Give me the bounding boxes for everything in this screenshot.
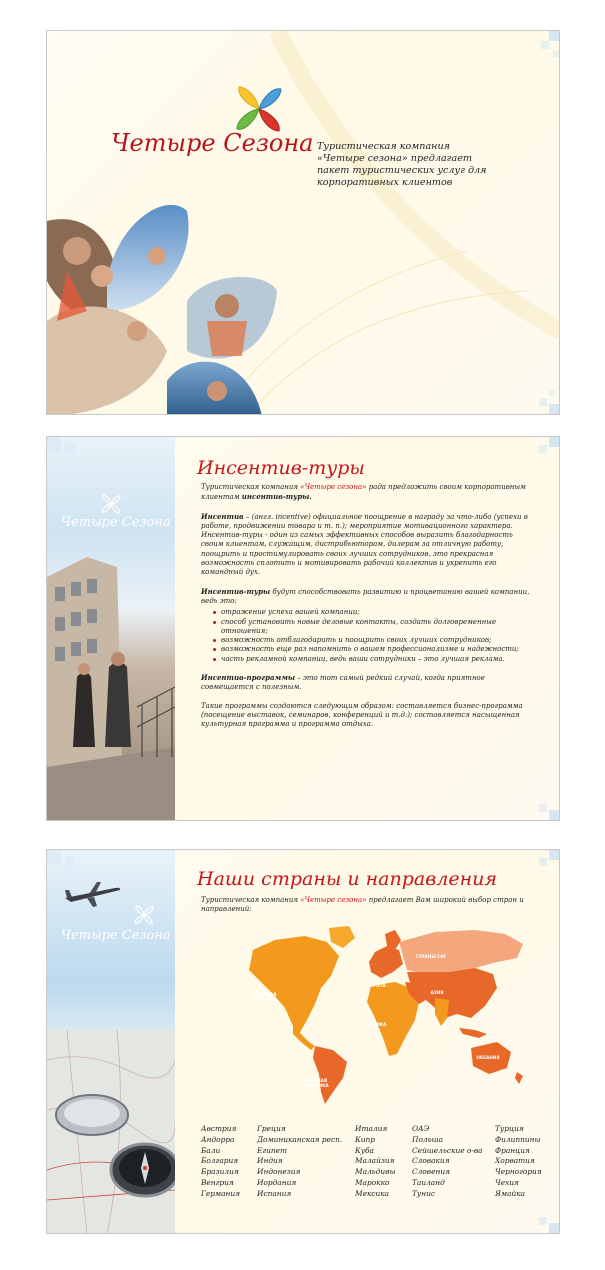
map-india: [435, 998, 449, 1026]
list-item: Австрия: [201, 1124, 237, 1133]
sidebar-logo-text: Четыре Сезона: [61, 515, 171, 530]
country-column: [412, 1124, 483, 1200]
country-column: [257, 1124, 342, 1200]
list-item: Италия: [355, 1124, 388, 1133]
intro-paragraph: Туристическая компания «Четыре сезона» рада предложить своим корпоративным клиентам инсентив-туры.: [201, 483, 526, 502]
map-cis: [399, 930, 523, 974]
map-and-compass-photo: [47, 1030, 175, 1234]
map-label-cis: СТРАНЫ СНГ: [415, 954, 447, 959]
closing-paragraph: Такие программы создаются следующим образом: составляется бизнес-программа (посещение выставок, семинаров, конференций и т.д.); составляется насыщенная культурная программа и программа отдыха.: [201, 701, 523, 729]
sidebar-photo: [47, 437, 175, 820]
office-building-photo: [47, 557, 175, 821]
slide-incentive-tours: [46, 436, 560, 821]
list-item: Франция: [495, 1145, 530, 1155]
list-item: Германия: [201, 1188, 241, 1198]
cover-line: корпоративных клиентов: [317, 177, 453, 188]
list-item: Мексика: [355, 1188, 390, 1198]
sidebar-logo-text: Четыре Сезона: [61, 928, 171, 943]
benefits-list: [201, 608, 537, 664]
list-item: Болгария: [201, 1156, 239, 1166]
map-label-asia: АЗИЯ: [430, 990, 444, 995]
list-item: Доминиканская респ.: [257, 1134, 343, 1144]
list-item: часть рекламной компании, ведь ваши сотрудники – это лучшая реклама.: [221, 655, 537, 664]
slide-body: [201, 483, 537, 730]
list-item: Таиланд: [412, 1177, 445, 1187]
list-item: способ установить новые деловые контакты, создать долговременные отношения;: [221, 618, 537, 637]
list-item: Андорра: [201, 1134, 235, 1144]
map-indonesia: [459, 1028, 487, 1038]
list-item: Турция: [495, 1124, 524, 1133]
map-central-america: [293, 1026, 315, 1050]
company-logo-text: Четыре Сезона: [111, 129, 314, 157]
list-item: ОАЭ: [412, 1124, 430, 1133]
country-column: [355, 1124, 395, 1200]
map-north-america: [249, 936, 339, 1034]
benefits-paragraph: Инсентив-туры будут способствовать развитию и процветанию вашей компании, ведь это:: [201, 586, 530, 605]
list-item: Сейшельские о-ва: [412, 1145, 483, 1155]
list-item: Словакия: [412, 1156, 450, 1166]
slide-title: Инсентив-туры: [197, 457, 365, 479]
map-label-south-america: ЮЖНАЯ АМЕРИКА: [305, 1078, 329, 1088]
programs-paragraph: Инсентив-программы – это тот самый редкий случай, когда приятное совмещается с полезным.: [201, 673, 485, 692]
list-item: Греция: [257, 1124, 286, 1133]
cover-description: [317, 141, 517, 189]
list-item: Испания: [257, 1188, 292, 1198]
list-item: возможность еще раз напомнить о вашем профессионализме и надежности;: [221, 645, 537, 654]
list-item: возможность отблагодарить и поощрить своих лучших сотрудников;: [221, 636, 537, 645]
list-item: Чехия: [495, 1177, 519, 1187]
list-item: Тунис: [412, 1188, 435, 1198]
intro-paragraph: Туристическая компания «Четыре сезона» предлагает Вам широкий выбор стран и направлений:: [201, 896, 524, 914]
map-greenland: [329, 926, 355, 948]
list-item: Индонезия: [257, 1167, 301, 1177]
list-item: Венгрия: [201, 1177, 234, 1187]
country-column: [495, 1124, 542, 1200]
slide-destinations: [46, 849, 560, 1234]
list-item: Польша: [412, 1134, 444, 1144]
sidebar-photo: [47, 850, 175, 1233]
list-item: Ямайка: [495, 1188, 526, 1198]
world-map: [235, 922, 527, 1107]
company-name: «Четыре сезона»: [300, 483, 367, 491]
list-item: Малайзия: [355, 1156, 395, 1166]
list-item: Бразилия: [201, 1167, 239, 1177]
map-new-zealand: [515, 1072, 523, 1084]
cover-line: Туристическая компания: [317, 141, 451, 152]
list-item: Индия: [257, 1156, 283, 1166]
map-label-africa: АФРИКА: [365, 1022, 387, 1027]
list-item: Хорватия: [495, 1156, 535, 1166]
country-column: [201, 1124, 240, 1200]
list-item: Марокко: [355, 1177, 390, 1187]
flower-logo-icon: [100, 493, 122, 515]
people-photo-collage: [47, 181, 287, 415]
cover-line: пакет туристических услуг для: [317, 165, 487, 176]
map-south-america: [313, 1046, 347, 1104]
definition-paragraph: Инсентив – (англ. incentive) официальное поощрение в награду за что-либо (успехи в работе, продвижении товара и т. п.); мероприятие мотивационного характера. Инсентив-туры - один из самых эффективных способов выразить благодарность своим клиентам, служащим, дистрибьюторам, дилерам за отличную работу, поощрить и простимулировать своих лучших сотрудников, это прекрасная возможность сплотить и мотивировать рабочий коллектив и укрепить его командный дух.: [201, 511, 528, 577]
slide-title: Наши страны и направления: [197, 868, 497, 890]
map-label-europe: ЕВРОПА: [366, 983, 386, 988]
map-label-north-america: СЕВЕРНАЯ АМЕРИКА: [251, 992, 277, 1002]
flower-logo-icon: [133, 904, 155, 926]
list-item: Бали: [201, 1145, 221, 1155]
list-item: Черногория: [495, 1167, 542, 1177]
slide-cover: [46, 30, 560, 415]
cover-line: «Четыре сезона» предлагает: [317, 153, 473, 164]
map-label-oceania: ОКЕАНИЯ: [476, 1055, 500, 1060]
list-item: Словения: [412, 1167, 451, 1177]
list-item: Кипр: [355, 1134, 375, 1144]
map-europe: [369, 946, 403, 978]
list-item: Египет: [257, 1145, 288, 1155]
list-item: отражение успеха вашей компании;: [221, 608, 537, 617]
list-item: Куба: [355, 1145, 374, 1155]
list-item: Мальдивы: [355, 1167, 396, 1177]
list-item: Филиппины: [495, 1134, 541, 1144]
flower-logo-icon: [233, 83, 285, 135]
airplane-icon: [63, 880, 123, 908]
company-name: «Четыре сезона»: [300, 896, 367, 904]
list-item: Иордания: [257, 1177, 297, 1187]
